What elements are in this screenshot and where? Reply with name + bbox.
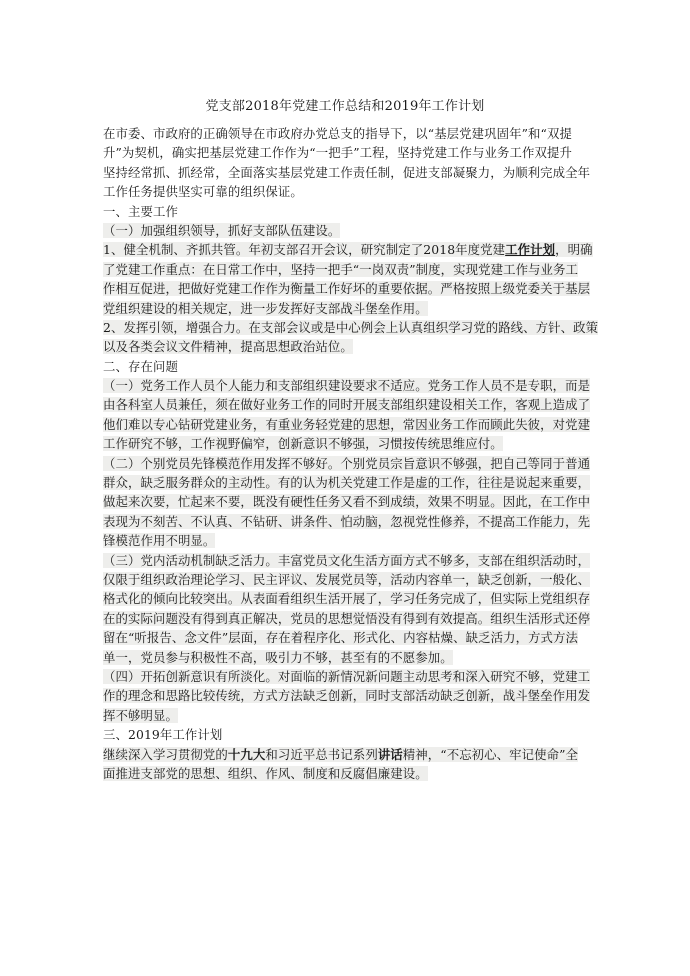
text-segment: 三、2019年工作计划 — [103, 727, 223, 743]
text-segment: 由各科室人员兼任，须在做好业务工作的同时开展支部组织建设相关工作，客观上造成了 — [103, 397, 591, 413]
text-segment: 以及各类会议文件精神，提高思想政治站位。 — [103, 339, 353, 355]
text-line-content — [103, 611, 590, 626]
text-line-content — [103, 572, 590, 587]
text-line-content — [103, 417, 590, 432]
text-line-content — [103, 514, 590, 529]
text-segment: 升”为契机，确实把基层党建工作作为“一把手”工程，坚持党建工作与业务工作双提升 — [103, 145, 572, 161]
text-line-content — [103, 359, 178, 374]
text-line — [103, 551, 593, 570]
text-segment: ，明确 — [555, 242, 593, 258]
text-line-content — [103, 242, 593, 257]
text-line-content — [103, 184, 303, 199]
text-segment: 面推进支部党的思想、组织、作风、制度和反腐倡廉建设。 — [103, 765, 428, 781]
text-segment: 作相互促进，把做好党建工作作为衡量工作好坏的重要依据。严格按照上级党委关于基层 — [103, 281, 591, 297]
text-line-content — [103, 708, 178, 723]
text-line — [103, 706, 593, 725]
text-line-content — [103, 262, 578, 277]
text-segment: 一、主要工作 — [103, 203, 178, 219]
text-line — [103, 648, 593, 667]
text-segment: 锋模范作用不明显。 — [103, 533, 216, 549]
text-segment: 坚持经常抓、抓经常，全面落实基层党建工作责任制，促进支部凝聚力，为顺利完成全年 — [103, 164, 591, 180]
text-line — [103, 667, 593, 686]
text-segment: 作的理念和思路比较传统，方式方法缺乏创新，同时支部活动缺乏创新，战斗堡垒作用发 — [103, 688, 591, 704]
text-line-content — [103, 591, 590, 606]
text-segment: （四）开拓创新意识有所淡化。对面临的新情况新问题主动思考和深入研究不够，党建工 — [103, 668, 591, 684]
text-segment: 群众，缺乏服务群众的主动性。有的认为机关党建工作是虚的工作，往往是说起来重要， — [103, 475, 591, 491]
text-segment: 了党建工作重点：在日常工作中，坚持一把手“一岗双责”制度，实现党建工作与业务工 — [103, 261, 579, 277]
text-line-content — [103, 727, 222, 742]
text-segment: 留在“听报告、念文件”层面，存在着程序化、形式化、内容枯燥、缺乏活力，方式方法 — [103, 630, 579, 646]
text-line — [103, 473, 593, 492]
text-segment: （一）加强组织领导，抓好支部队伍建设。 — [103, 222, 341, 238]
text-line — [103, 124, 593, 143]
text-segment: 2、发挥引领，增强合力。在支部会议或是中心例会上认真组织学习党的路线、方针、政策 — [103, 319, 599, 335]
text-line-content — [103, 533, 215, 548]
text-line — [103, 570, 593, 589]
text-line — [103, 531, 593, 550]
text-segment: 在的实际问题没有得到真正解决，党员的思想觉悟没有得到有效提高。组织生活形式还停 — [103, 610, 591, 626]
text-line — [103, 764, 593, 783]
text-segment: 精神，“不忘初心、牢记使命”全 — [402, 746, 579, 762]
text-line-content — [103, 145, 572, 160]
text-line — [103, 279, 593, 298]
text-line-content — [103, 165, 590, 180]
text-segment: 表现为不刻苦、不认真、不钻研、讲条件、怕动脑，忽视党性修养，不提高工作能力，先 — [103, 513, 591, 529]
text-line — [103, 725, 593, 744]
text-line-content — [103, 320, 598, 335]
document-title: 党支部2018年党建工作总结和2019年工作计划 — [205, 99, 485, 114]
text-line-content — [103, 650, 453, 665]
text-line — [103, 221, 593, 240]
bold-term: 十九大 — [227, 746, 266, 762]
bold-term: 讲话 — [377, 746, 403, 762]
text-line-content — [103, 204, 178, 219]
text-segment: 格式化的倾向比较突出。从表面看组织生活开展了，学习任务完成了，但实际上党组织存 — [103, 591, 591, 607]
text-line-content — [103, 339, 353, 354]
text-line-content — [103, 766, 428, 781]
text-line-content — [103, 223, 340, 238]
text-line — [103, 628, 593, 647]
text-segment: 1、健全机制、齐抓共管。年初支部召开会议，研究制定了2018年度党建 — [103, 242, 506, 258]
text-line — [103, 376, 593, 395]
text-line-content — [103, 475, 590, 490]
text-segment: 做起来次要，忙起来不要，既没有硬性任务又看不到成绩，效果不明显。因此，在工作中 — [103, 494, 591, 510]
text-segment: 挥不够明显。 — [103, 707, 178, 723]
text-segment: （一）党务工作人员个人能力和支部组织建设要求不适应。党务工作人员不是专职，而是 — [103, 378, 591, 394]
text-line — [103, 609, 593, 628]
text-line-content — [103, 281, 590, 296]
underlined-term: 工作计划 — [505, 242, 556, 258]
text-line-content — [103, 630, 578, 645]
text-line — [103, 512, 593, 531]
text-line — [103, 686, 593, 705]
text-segment: 二、存在问题 — [103, 358, 178, 374]
text-line — [103, 395, 593, 414]
text-line — [103, 434, 593, 453]
text-line-content — [103, 378, 590, 393]
text-line — [103, 357, 593, 376]
text-segment: 工作研究不够，工作视野偏窄，创新意识不够强，习惯按传统思维应付。 — [103, 436, 503, 452]
text-line — [103, 299, 593, 318]
text-line — [103, 415, 593, 434]
text-line-content — [103, 126, 572, 141]
text-segment: 党组织建设的相关规定，进一步发挥好支部战斗堡垒作用。 — [103, 300, 428, 316]
text-line — [103, 492, 593, 511]
text-segment: （三）党内活动机制缺乏活力。丰富党员文化生活方面方式不够多，支部在组织活动时， — [103, 552, 591, 568]
text-line — [103, 182, 593, 201]
text-line-content — [103, 669, 590, 684]
text-line-content — [103, 436, 503, 451]
text-line — [103, 143, 593, 162]
text-segment: 他们难以专心钻研党建业务，有重业务轻党建的思想，常因业务工作而顾此失彼，对党建 — [103, 416, 591, 432]
text-line — [103, 589, 593, 608]
text-line — [103, 318, 599, 337]
text-line — [103, 745, 593, 764]
text-line — [103, 337, 593, 356]
text-segment: 单一，党员参与积极性不高，吸引力不够，甚至有的不愿参加。 — [103, 649, 453, 665]
text-line-content — [103, 301, 428, 316]
text-line-content — [103, 456, 590, 471]
text-segment: 在市委、市政府的正确领导在市政府办党总支的指导下，以“基层党建巩固年”和“双提 — [103, 126, 572, 141]
text-line-content — [103, 397, 590, 412]
text-line-content — [103, 688, 590, 703]
text-segment: （二）个别党员先锋模范作用发挥不够好。个别党员宗旨意识不够强，把自己等同于普通 — [103, 455, 591, 471]
text-line-content — [103, 747, 578, 762]
text-segment: 工作任务提供坚实可靠的组织保证。 — [103, 184, 303, 200]
text-segment: 和习近平总书记系列 — [265, 746, 378, 762]
text-line — [103, 202, 593, 221]
text-line-content — [103, 494, 590, 509]
document-body — [103, 124, 599, 783]
text-segment: 继续深入学习贯彻党的 — [103, 746, 228, 762]
text-line — [103, 163, 593, 182]
text-line-content — [103, 553, 590, 568]
text-line — [103, 260, 593, 279]
text-line — [103, 454, 593, 473]
text-segment: 仅限于组织政治理论学习、民主评议、发展党员等，活动内容单一，缺乏创新，一般化、 — [103, 571, 591, 587]
text-line — [103, 240, 593, 259]
